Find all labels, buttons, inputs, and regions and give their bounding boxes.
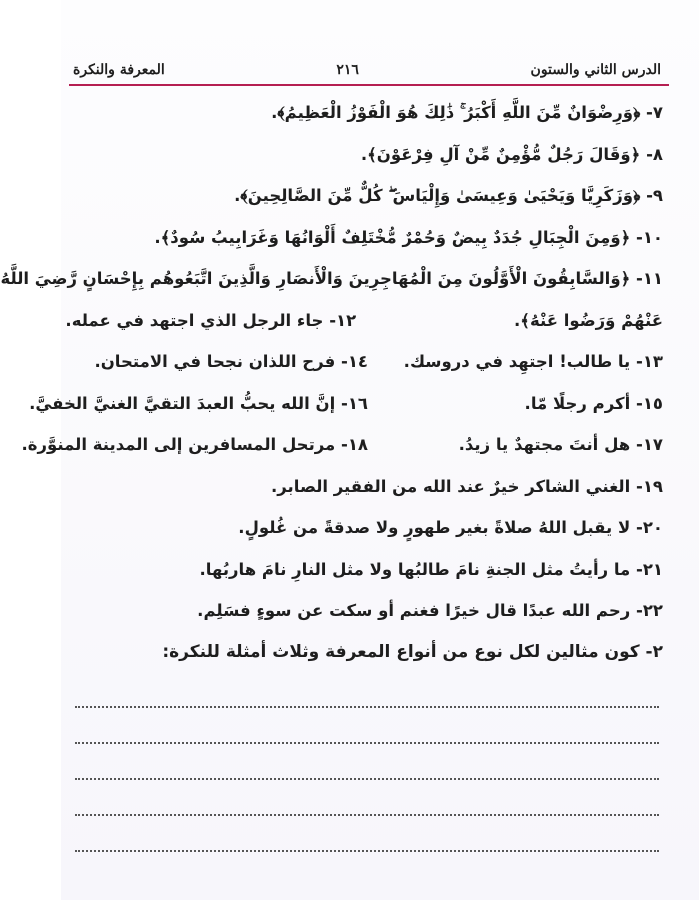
item-8: ٨- ﴿وَقَالَ رَجُلٌ مُّؤْمِنٌ مِّنْ آلِ فِرْعَوْنَ﴾.: [360, 144, 663, 164]
item-7: ٧- ﴿وَرِضْوَانٌ مِّنَ اللَّهِ أَكْبَرُ ۚ ذَٰلِكَ هُوَ الْفَوْزُ الْعَظِيمُ﴾.: [271, 102, 663, 122]
item-22: ٢٢- رحم الله عبدًا قال خيرًا فغنم أو سكت عن سوءٍ فسَلِم.: [197, 601, 663, 621]
answer-line[interactable]: [75, 744, 659, 780]
item-14: ١٤- فرح اللذان نجحا في الامتحان.: [94, 352, 368, 372]
answer-line[interactable]: [75, 700, 659, 708]
item-19: ١٩- الغني الشاكر خيرٌ عند الله من الفقير الصابر.: [271, 476, 663, 496]
item-21: ٢١- ما رأيتُ مثل الجنةِ نامَ طالبُها ولا مثل النارِ نامَ هاربُها.: [199, 559, 663, 579]
page-header: [73, 58, 661, 82]
item-11-line-1: ١١- ﴿وَالسَّابِقُونَ الْأَوَّلُونَ مِنَ الْمُهَاجِرِينَ وَالْأَنصَارِ وَالَّذِينَ اتَّبَعُوهُم بِإِحْسَانٍ رَّضِيَ اللَّهُ: [0, 269, 663, 289]
item-12: ١٢- جاء الرجل الذي اجتهد في عمله.: [65, 310, 357, 330]
page-number: ٢١٦: [336, 62, 359, 78]
item-17-18-row: [21, 424, 663, 466]
chapter-title: المعرفة والنكرة: [73, 62, 165, 78]
exercise-2-title: ٢- كون مثالين لكل نوع من أنواع المعرفة وثلاث أمثلة للنكرة:: [162, 642, 663, 663]
answer-line[interactable]: [75, 816, 659, 852]
item-9: ٩- ﴿وَزَكَرِيَّا وَيَحْيَىٰ وَعِيسَىٰ وَإِلْيَاسَ ۖ كُلٌّ مِّنَ الصَّالِحِينَ﴾.: [234, 185, 663, 205]
item-20: ٢٠- لا يقبل اللهُ صلاةً بغير طهورٍ ولا صدقةً من غُلولٍ.: [238, 518, 663, 538]
item-11-12-row: [65, 300, 663, 342]
lesson-title: الدرس الثاني والستون: [530, 62, 661, 78]
item-15-16-row: [29, 383, 663, 425]
item-11-line-2: عَنْهُمْ وَرَضُوا عَنْهُ﴾.: [514, 310, 663, 330]
item-13: ١٣- يا طالب! اجتهِد في دروسك.: [403, 352, 663, 372]
item-17: ١٧- هل أنتَ مجتهدٌ يا زيدُ.: [458, 435, 663, 455]
item-18: ١٨- مرتحل المسافرين إلى المدينة المنوَّرة.: [21, 435, 368, 455]
answer-line[interactable]: [75, 708, 659, 744]
answer-lines: [75, 700, 659, 852]
item-13-14-row: [73, 341, 663, 383]
item-16: ١٦- إنَّ الله يحبُّ العبدَ التقيَّ الغنيَّ الخفيَّ.: [29, 393, 368, 413]
item-15: ١٥- أكرم رجلًا مّا.: [524, 393, 663, 413]
exercise-items: [0, 92, 663, 673]
header-rule: [69, 84, 669, 86]
answer-line[interactable]: [75, 780, 659, 816]
item-10: ١٠- ﴿وَمِنَ الْجِبَالِ جُدَدٌ بِيضٌ وَحُمْرٌ مُّخْتَلِفٌ أَلْوَانُهَا وَغَرَابِيبُ سُودٌ﴾.: [154, 227, 663, 247]
